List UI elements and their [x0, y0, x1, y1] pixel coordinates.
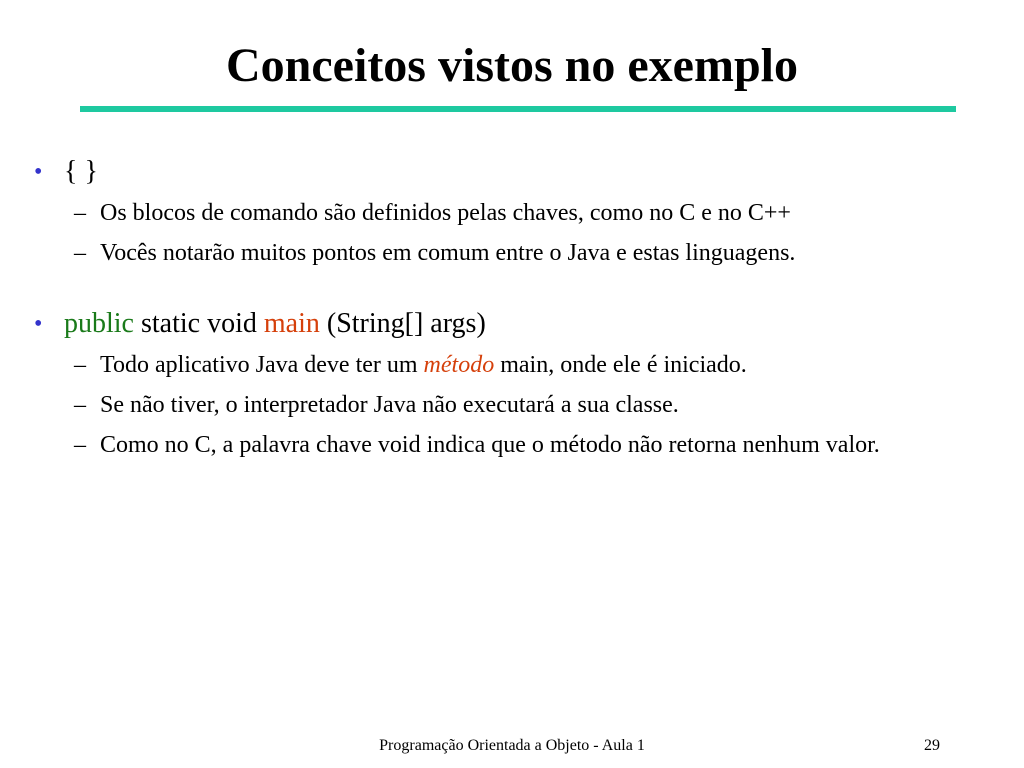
dash-icon: –	[74, 200, 86, 226]
sub-item-void-text: Como no C, a palavra chave void indica que o método não retorna nenhum valor.	[100, 432, 880, 458]
dash-icon: –	[74, 352, 86, 378]
keyword-public: public	[64, 308, 134, 339]
footer-page-number: 29	[924, 737, 940, 754]
footer-course-title: Programação Orientada a Objeto - Aula 1	[379, 737, 645, 754]
keyword-static-void: static void	[134, 308, 264, 339]
bullet-dot-icon: •	[34, 311, 43, 337]
bullet-braces	[34, 154, 980, 190]
title-underline	[80, 106, 956, 112]
sub-item-void	[34, 428, 980, 462]
bullet-main-signature	[34, 306, 980, 342]
sub-item-blocks-text: Os blocos de comando são definidos pelas chaves, como no C e no C++	[100, 200, 791, 226]
bullet-braces-text: { }	[64, 156, 98, 187]
section-spacer	[34, 270, 980, 306]
sub-item-main-method-before: Todo aplicativo Java deve ter um	[100, 352, 424, 378]
sub-item-interpreter	[34, 388, 980, 422]
keyword-main: main	[263, 308, 320, 339]
slide-content	[34, 154, 980, 462]
dash-icon: –	[74, 392, 86, 418]
sub-item-common-points-text: Vocês notarão muitos pontos em comum entre o Java e estas linguagens.	[100, 240, 796, 266]
emphasis-metodo: método	[423, 352, 495, 378]
signature-args: (String[] args)	[319, 308, 486, 339]
bullet-dot-icon: •	[34, 159, 43, 185]
sub-item-common-points	[34, 236, 980, 270]
dash-icon: –	[74, 432, 86, 458]
sub-item-main-method-after: main, onde ele é iniciado.	[494, 352, 747, 378]
sub-item-main-method	[34, 348, 980, 382]
slide-title: Conceitos vistos no exemplo	[226, 39, 798, 92]
sub-item-blocks	[34, 196, 980, 230]
dash-icon: –	[74, 240, 86, 266]
sub-item-interpreter-text: Se não tiver, o interpretador Java não executará a sua classe.	[100, 392, 679, 418]
